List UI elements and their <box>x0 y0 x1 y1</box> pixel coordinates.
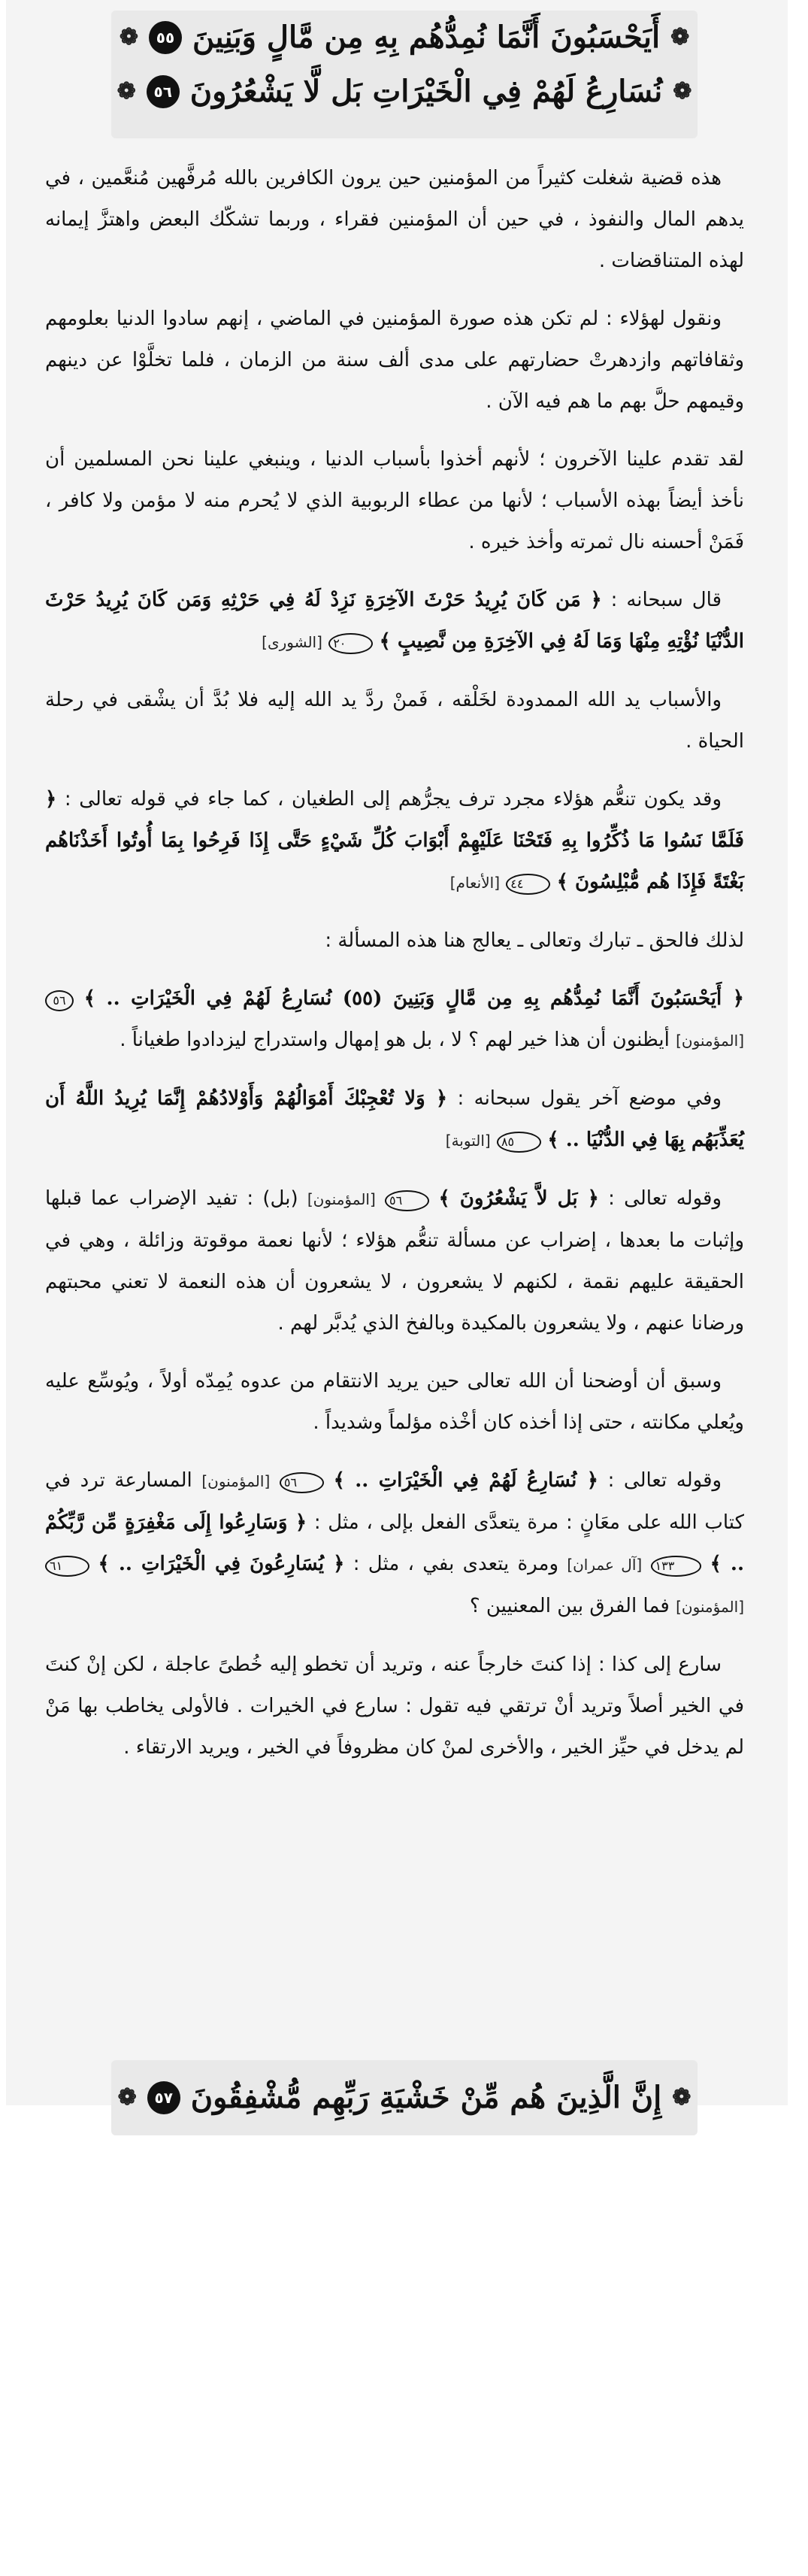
paragraph: والأسباب يد الله الممدودة لخَلْقه ، فَمنْ ردَّ يد الله إليه فلا بُدَّ أن يشْقى في رحلة الحياة . <box>45 689 744 753</box>
banner-verse-line-2 <box>111 65 698 119</box>
surah-reference: [الشورى] <box>262 633 322 651</box>
paragraph: هذه قضية شغلت كثيراً من المؤمنين حين يرون الكافرين بالله مُرفَّهين مُنعَّمين ، في يدهم المال والنفوذ ، في حين أن المؤمنين فقراء ، وربما تشكّك البعض واهتزَّ إيمانه لهذه المتناقضات . <box>45 167 744 272</box>
verse-number: ٨٥ <box>497 1132 541 1153</box>
paragraph-text: قال سبحانه : <box>610 589 722 611</box>
verse-number: ١٣٣ <box>651 1556 702 1577</box>
quran-quote: ﴿ نُسَارِعُ لَهُمْ فِي الْخَيْرَاتِ .. ﴾ <box>333 1469 598 1492</box>
paragraph: لقد تقدم علينا الآخرون ؛ لأنهم أخذوا بأسباب الدنيا ، وينبغي علينا نحن المسلمين أن نأخذ أيضاً بهذه الأسباب ؛ لأنها من عطاء الربوبية الذي لا يُحرم منه لا مؤمن ولا كافر ، فَمَنْ أحسنه نال ثمرته وأخذ خيره . <box>45 448 744 553</box>
quran-quote: ﴿ وَسَارِعُوا إِلَى مَغْفِرَةٍ مِّن رَّبِّكُمْ .. ﴾ <box>45 1511 745 1575</box>
paragraph-text: وفي موضع آخر يقول سبحانه : <box>457 1087 722 1110</box>
banner-verse-text: أَيَحْسَبُونَ أَنَّمَا نُمِدُّهُم بِهِ مِن مَّالٍ وَبَنِينَ <box>192 20 661 55</box>
verse-number: ٦١ <box>45 1556 89 1577</box>
verse-banner-bottom <box>111 2060 698 2135</box>
ornament-icon: ❁ <box>117 78 136 105</box>
paragraph-with-verse <box>45 1460 744 1628</box>
verse-number: ٥٦ <box>280 1472 324 1493</box>
surah-reference: [المؤمنون] <box>201 1472 271 1490</box>
quran-quote: ﴿ أَيَحْسَبُونَ أَنَّمَا نُمِدُّهُم بِهِ مِن مَّالٍ وَبَنِينَ (٥٥) نُسَارِعُ لَهُمْ فِي الْخَيْرَاتِ .. ﴾ <box>83 987 744 1010</box>
ornament-icon: ❁ <box>119 24 138 50</box>
paragraph: ونقول لهؤلاء : لم تكن هذه صورة المؤمنين في الماضي ، إنهم سادوا الدنيا بعلومهم وثقافاتهم وازدهرتْ حضارتهم على مدى ألف سنة من الزمان ، فلما تخلَّوْا عن دينهم وقيمهم حلَّ بهم ما هم فيه الآن . <box>45 308 744 413</box>
paragraph-text: وقد يكون تنعُّم هؤلاء مجرد ترف يجرُّهم إلى الطغيان ، كما جاء في قوله تعالى : <box>64 788 722 811</box>
paragraph-text: وقوله تعالى : <box>608 1187 722 1210</box>
quran-quote: ﴿ مَن كَانَ يُرِيدُ حَرْثَ الآخِرَةِ نَزِدْ لَهُ فِي حَرْثِهِ وَمَن كَانَ يُرِيدُ حَرْثَ الدُّنْيَا نُؤْتِهِ مِنْهَا وَمَا لَهُ فِي الآخِرَةِ مِن نَّصِيبٍ ﴾ <box>45 589 744 653</box>
quran-quote: ﴿ فَلَمَّا نَسُوا مَا ذُكِّرُوا بِهِ فَتَحْنَا عَلَيْهِمْ أَبْوَابَ كُلِّ شَيْءٍ حَتَّى إِذَا فَرِحُوا بِمَا أُوتُوا أَخَذْنَاهُم بَغْتَةً فَإِذَا هُم مُّبْلِسُونَ ﴾ <box>45 788 744 893</box>
paragraph-with-verse <box>45 580 744 663</box>
commentary-body <box>45 158 744 1785</box>
banner-verse-line-1 <box>111 11 698 65</box>
surah-reference: [المؤمنون] <box>676 1598 744 1616</box>
ornament-icon: ❁ <box>673 78 692 105</box>
surah-reference: [آل عمران] <box>567 1556 643 1574</box>
paragraph: وسبق أن أوضحنا أن الله تعالى حين يريد الانتقام من عدوه يُمِدّه أولاً ، ويُوسِّع عليه ويُعلي مكانته ، حتى إذا أخذه كان أخْذه مؤلماً وشديداً . <box>45 1370 744 1434</box>
verse-number: ٥٦ <box>45 990 74 1011</box>
banner-verse-text: نُسَارِعُ لَهُمْ فِي الْخَيْرَاتِ بَل لَّا يَشْعُرُونَ <box>189 74 663 109</box>
surah-reference: [المؤمنون] <box>307 1190 376 1208</box>
paragraph-text: أيظنون أن هذا خير لهم ؟ لا ، بل هو إمهال واستدراج ليزدادوا طغياناً . <box>120 1029 670 1051</box>
verse-number-badge: ٥٦ <box>147 75 180 108</box>
paragraph-with-verse <box>45 779 744 904</box>
paragraph-text: فما الفرق بين المعنيين ؟ <box>469 1595 670 1617</box>
ornament-icon: ❁ <box>117 2084 137 2111</box>
paragraph-text: المسارعة ترد في كتاب الله على معَانٍ : مرة يتعدَّى الفعل بإلى ، مثل : <box>45 1469 745 1534</box>
verse-number: ٥٦ <box>385 1190 429 1211</box>
surah-reference: [التوبة] <box>445 1132 491 1150</box>
ornament-icon: ❁ <box>670 24 690 50</box>
verse-banner-top <box>111 11 698 138</box>
quran-quote: ﴿ بَل لاَّ يَشْعُرُونَ ﴾ <box>438 1187 599 1210</box>
surah-reference: [الأنعام] <box>449 874 500 892</box>
verse-number-badge: ٥٥ <box>149 21 182 54</box>
surah-reference: [المؤمنون] <box>676 1032 744 1050</box>
paragraph-with-verse <box>45 1178 744 1344</box>
verse-number-badge: ٥٧ <box>147 2081 180 2114</box>
banner-verse-line <box>111 2060 698 2135</box>
verse-number: ٤٤ <box>506 874 550 895</box>
paragraph-with-verse <box>45 1078 744 1162</box>
verse-number: ٢٠ <box>328 633 373 654</box>
paragraph-with-verse <box>45 978 744 1062</box>
ornament-icon: ❁ <box>672 2084 691 2111</box>
paragraph-text: ومرة يتعدى بفي ، مثل : <box>353 1553 558 1575</box>
quran-quote: ﴿ يُسَارِعُونَ فِي الْخَيْرَاتِ .. ﴾ <box>98 1553 345 1575</box>
quran-quote: ﴿ وَلا تُعْجِبْكَ أَمْوَالُهُمْ وَأَوْلادُهُمْ إِنَّمَا يُرِيدُ اللَّهُ أَن يُعَذِّبَهُم بِهَا فِي الدُّنْيَا .. ﴾ <box>45 1087 744 1151</box>
paragraph-text: (بل) : تفيد الإضراب عما قبلها وإثبات ما بعدها ، إضراب عن مسألة تنعُّم هؤلاء ؛ لأنها نعمة موقوتة وزائلة ، وهي في الحقيقة عليهم نقمة ، لكنهم لا يشعرون ، لا يشعرون أن هذه النعمة لا تعني محبتهم ورضانا عنهم ، ولا يشعرون بالمكيدة وبالفخ الذي يُدبَّر لهم . <box>45 1187 744 1335</box>
paragraph-text: وقوله تعالى : <box>607 1469 722 1492</box>
paragraph: سارع إلى كذا : إذا كنتَ خارجاً عنه ، وتريد أن تخطو إليه خُطىً عاجلة ، لكن إنْ كنتَ في الخير أصلاً وتريد أنْ ترتقي فيه تقول : سارع في الخيرات . فالأولى يخاطب بها مَنْ لم يدخل في حيِّز الخير ، والأخرى لمنْ كان مظروفاً في الخير ، ويريد الارتقاء . <box>45 1653 744 1759</box>
paragraph: لذلك فالحق ـ تبارك وتعالى ـ يعالج هنا هذه المسألة : <box>325 929 744 952</box>
book-page <box>6 0 788 2115</box>
banner-verse-text: إِنَّ الَّذِينَ هُم مِّنْ خَشْيَةِ رَبِّهِم مُّشْفِقُونَ <box>190 2080 662 2115</box>
